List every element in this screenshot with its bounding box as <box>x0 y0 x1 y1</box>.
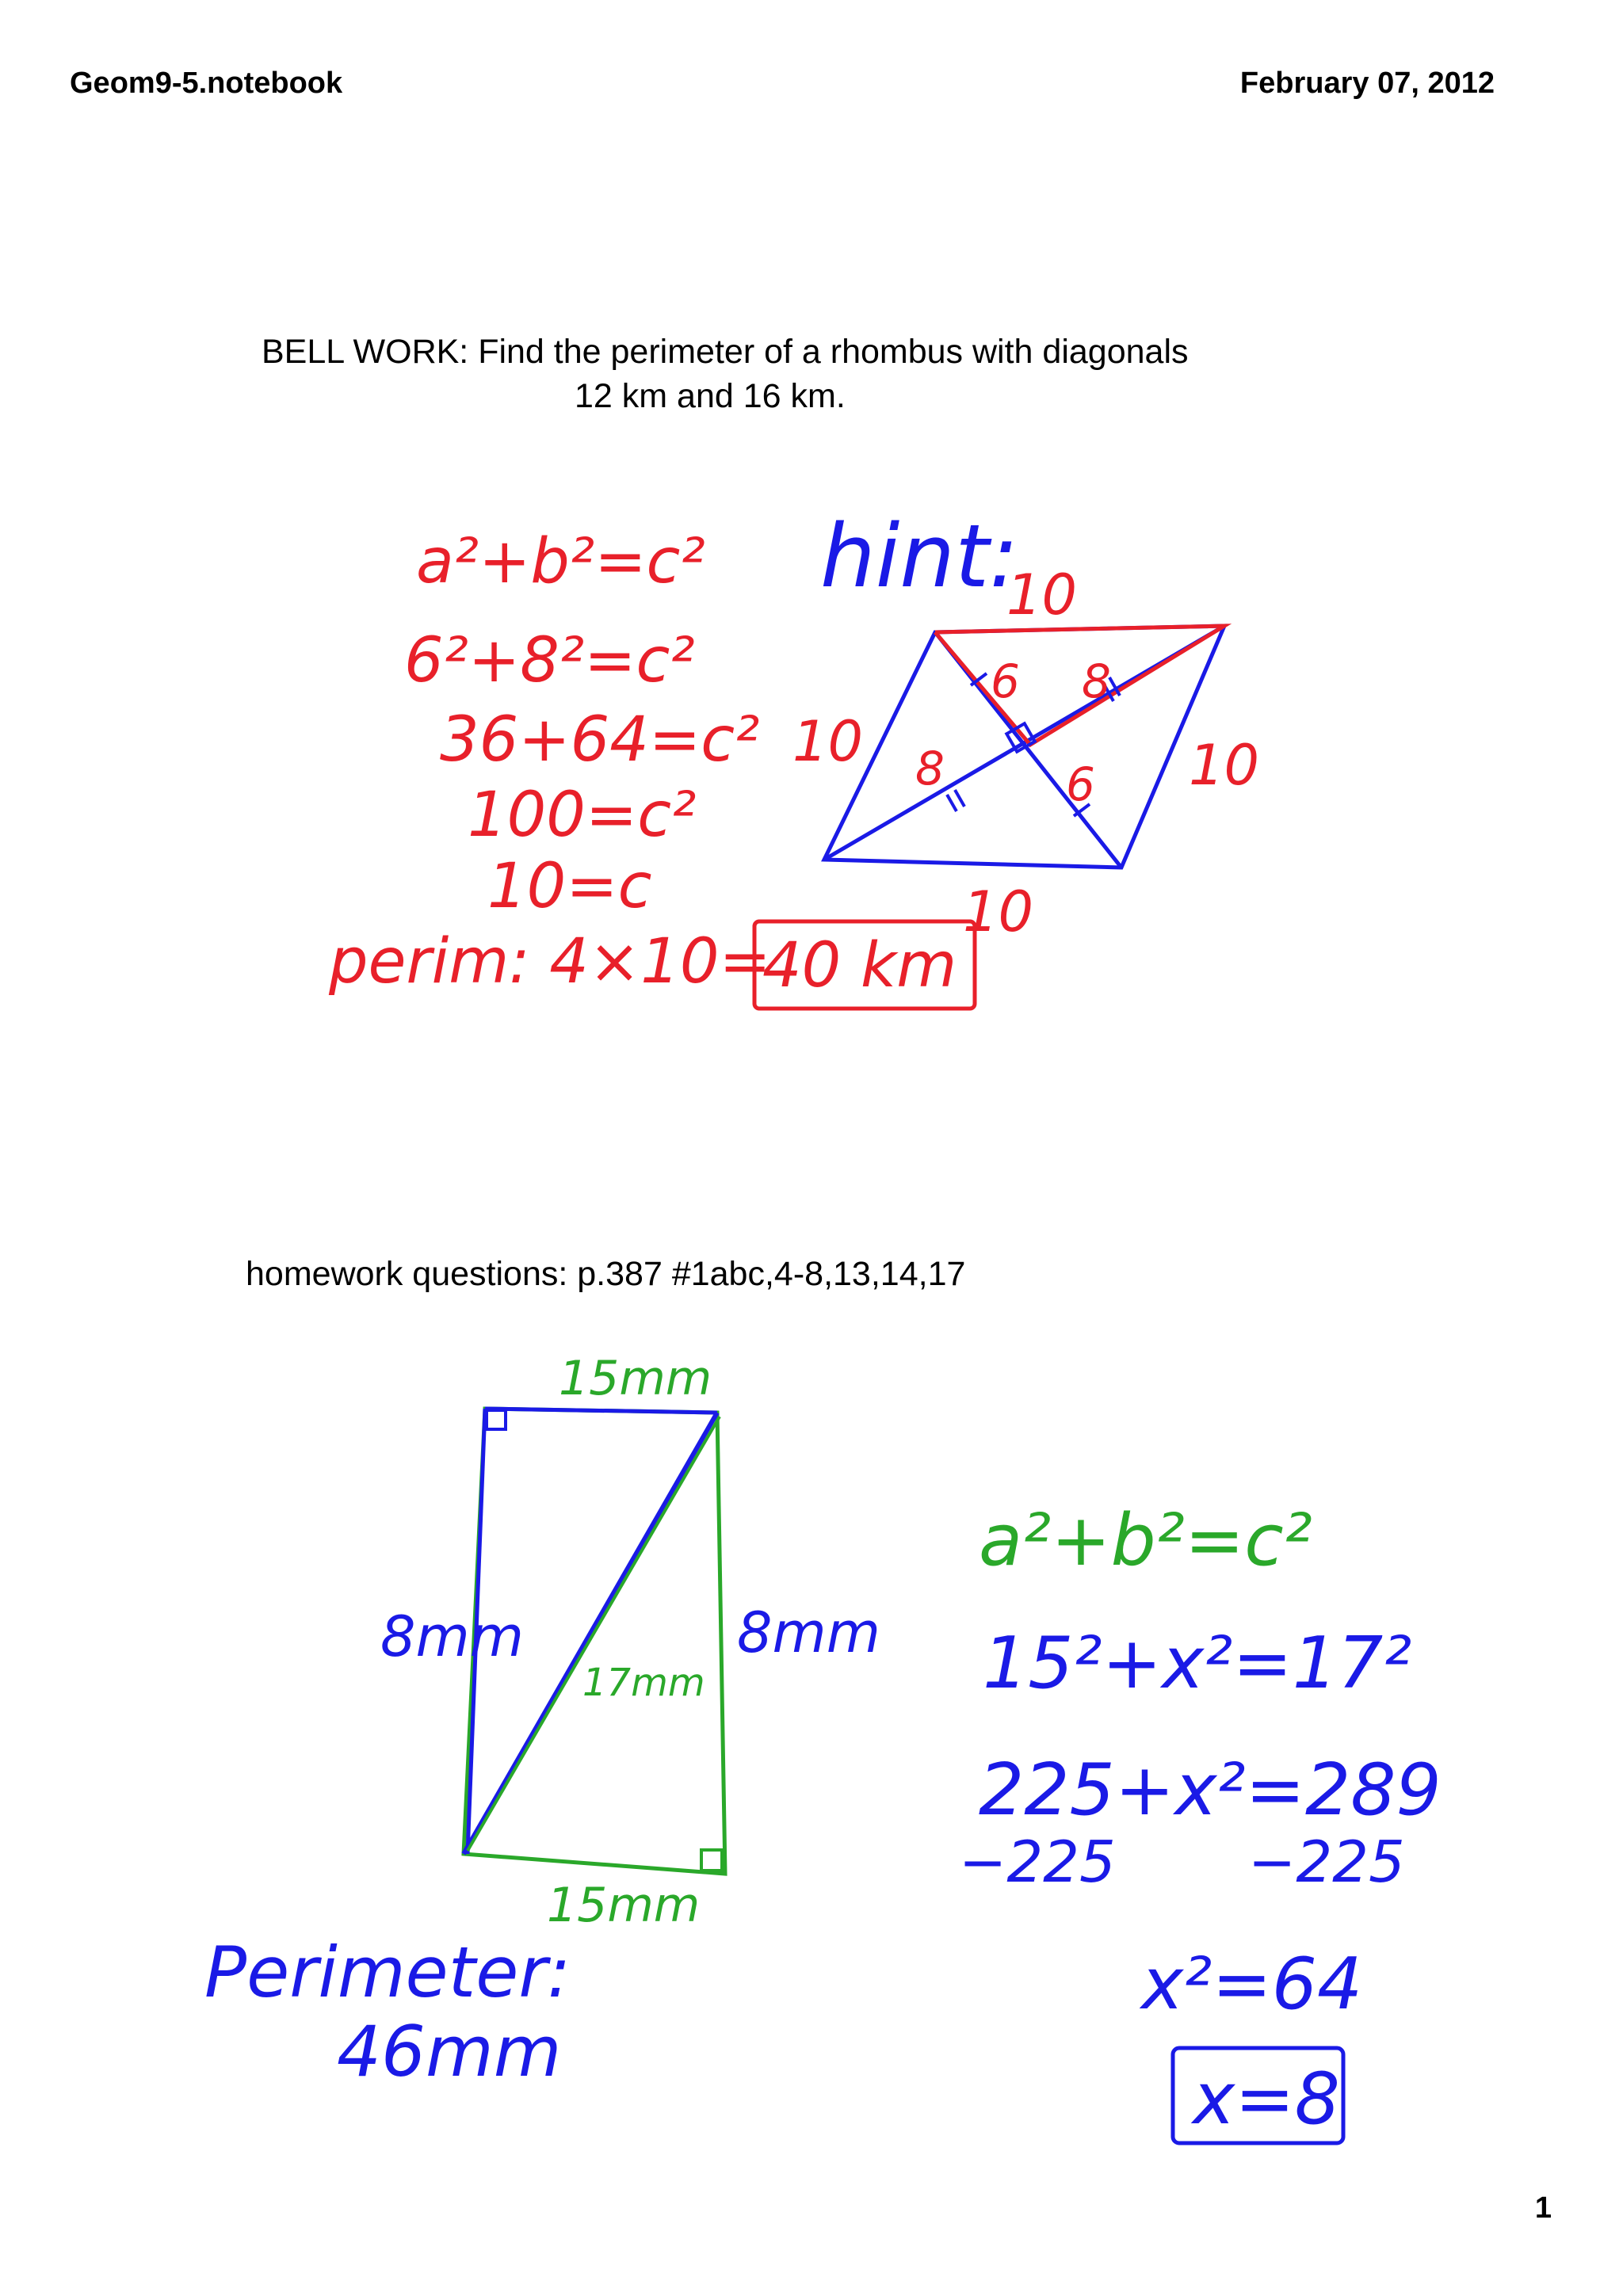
bell-step-2: 6²+8²=c² <box>404 625 695 696</box>
hw-step-4: x²=64 <box>1141 1943 1363 2026</box>
rectangle-top-edge-blue <box>485 1409 717 1413</box>
rect-label-bottom: 15mm <box>547 1878 701 1933</box>
right-angle-mark-top <box>487 1410 506 1429</box>
bell-step-3: 36+64=c² <box>440 704 760 776</box>
rhombus-label-right: 10 <box>1189 733 1260 798</box>
page-number: 1 <box>1534 2191 1552 2225</box>
rhombus-diagram <box>792 563 1259 944</box>
rhombus-half-diag-a: 6 <box>991 654 1020 708</box>
rhombus-label-left: 10 <box>792 709 864 774</box>
hw-step-1: a²+b²=c² <box>979 1499 1312 1582</box>
rhombus-label-bottom: 10 <box>963 879 1034 944</box>
bell-step-1: a²+b²=c² <box>416 526 705 597</box>
notebook-filename: Geom9-5.notebook <box>70 67 343 100</box>
rhombus-half-diag-d: 6 <box>1066 757 1095 811</box>
bell-work-line-2: 12 km and 16 km. <box>575 377 846 415</box>
hw-answer: x=8 <box>1193 2058 1340 2141</box>
hw-step-2: 15²+x²=17² <box>983 1622 1412 1705</box>
bell-work-line-1: BELL WORK: Find the perimeter of a rhombus with diagonals <box>262 333 1189 371</box>
bell-step-4: 100=c² <box>468 780 697 851</box>
rect-label-diagonal: 17mm <box>582 1661 705 1705</box>
hw-subtract-right: −225 <box>1248 1829 1405 1895</box>
bell-answer: 40 km <box>762 930 957 1001</box>
homework-perimeter-label: Perimeter: <box>204 1932 571 2013</box>
homework-title: homework questions: p.387 #1abc,4-8,13,14,17 <box>246 1255 966 1293</box>
hw-subtract-left: −225 <box>959 1829 1116 1895</box>
rhombus-label-top: 10 <box>1006 563 1078 627</box>
rect-label-top: 15mm <box>559 1351 712 1406</box>
rect-label-left: 8mm <box>380 1604 524 1669</box>
notebook-date: February 07, 2012 <box>1239 67 1495 100</box>
right-angle-mark-bottom <box>701 1850 722 1871</box>
hint-label: hint: <box>820 505 1019 607</box>
homework-perimeter-value: 46mm <box>337 2011 562 2092</box>
rhombus-half-diag-b: 8 <box>1082 654 1111 708</box>
rect-label-right: 8mm <box>737 1600 880 1665</box>
rhombus-half-diag-c: 8 <box>915 742 945 795</box>
bell-solution-steps <box>328 526 771 997</box>
hw-step-3: 225+x²=289 <box>979 1749 1442 1832</box>
bell-perimeter-label: perim: 4×10= <box>329 926 771 997</box>
bell-step-5: 10=c <box>487 851 652 922</box>
